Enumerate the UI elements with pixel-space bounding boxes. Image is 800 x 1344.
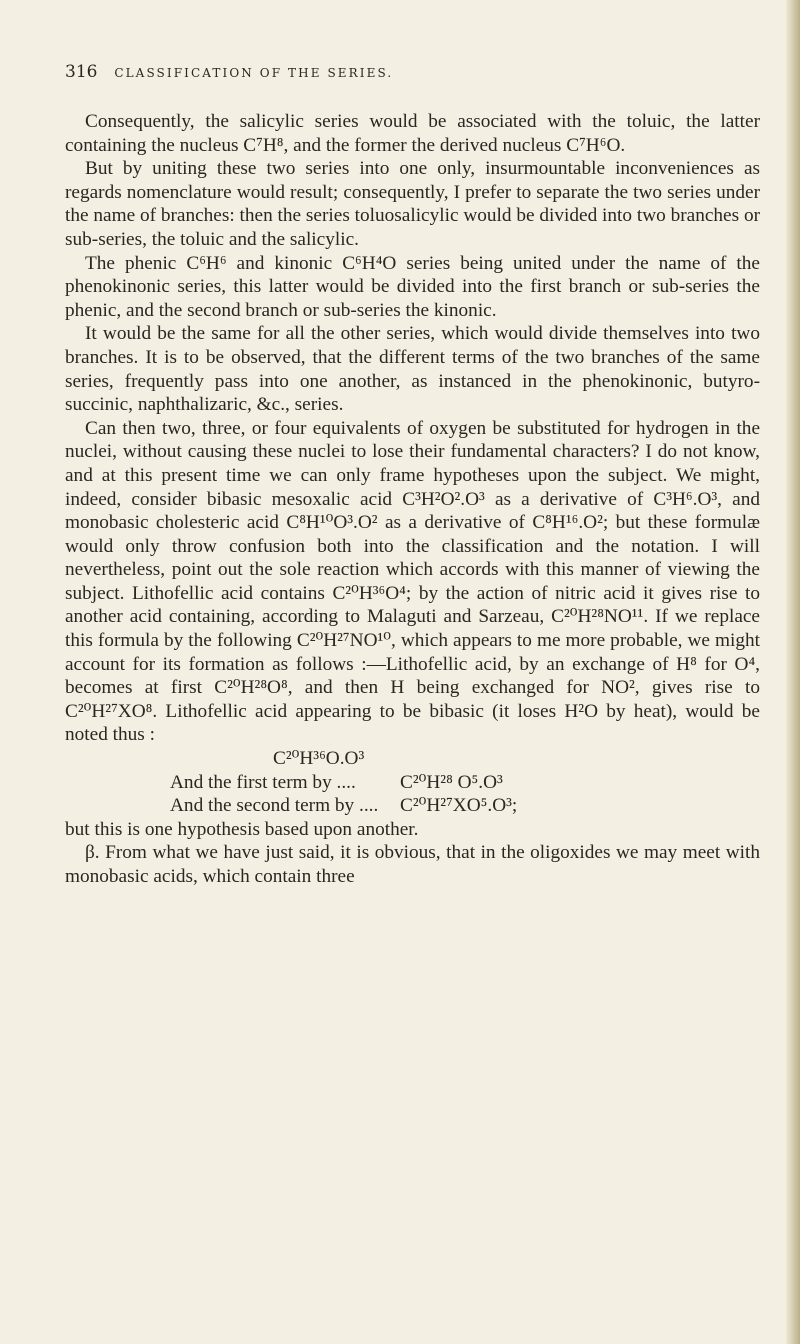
formula-block — [65, 747, 760, 818]
formula-main: C²⁰H³⁶O.O³ — [273, 748, 365, 770]
page-number: 316 — [65, 62, 98, 82]
page-header — [65, 62, 745, 82]
paragraph: But by uniting these two series into one only, insurmountable inconveniences as regards nomenclature would result; consequently, I prefer to separate the two series under the name of branches: then the series toluosalicylic would be divided into two branches or sub-series, the toluic and the salicylic. — [65, 158, 761, 250]
formula-row — [65, 771, 760, 795]
formula-value: C²⁰H²⁷XO⁵.O³; — [400, 795, 518, 817]
formula-label: And the first term by .... — [170, 771, 356, 793]
paragraph: The phenic C⁶H⁶ and kinonic C⁶H⁴O series being united under the name of the phenokinonic series, this latter would be divided into the first branch or sub-series the phenic, and the second branch or sub-series the kinonic. — [65, 252, 760, 321]
body-text — [65, 110, 760, 889]
formula-label: And the second term by .... — [170, 795, 379, 817]
paragraph: Can then two, three, or four equivalents of oxygen be substituted for hydrogen in the nuclei, without causing these nuclei to lose their fundamental characters? I do not know, and at this present time we can only frame hypotheses upon the subject. We might, indeed, consider bibasic mesoxalic acid C³H²O².O³ as a derivative of C³H⁶.O³, and monobasic cholesteric acid C⁸H¹⁰O³.O² as a derivative of C⁸H¹⁶.O²; but these formulæ would only throw confusion both into the classification and the notation. I will nevertheless, point out the sole reaction which accords with this manner of viewing the subject. Lithofellic acid contains C²⁰H³⁶O⁴; by the action of nitric acid it gives rise to another acid containing, according to Malaguti and Sarzeau, C²⁰H²⁸NO¹¹. If we replace this formula by the following C²⁰H²⁷NO¹⁰, which appears to me more probable, we might account for its formation as follows :—Lithofellic acid, by an exchange of H⁸ for O⁴, becomes at first C²⁰H²⁸O⁸, and then H being exchanged for NO², gives rise to C²⁰H²⁷XO⁸. Lithofellic acid appearing to be bibasic (it loses H²O by heat), would be noted thus : — [65, 417, 760, 746]
formula-row — [65, 794, 760, 818]
page-edge — [786, 0, 800, 1344]
formula-value: C²⁰H²⁸ O⁵.O³ — [400, 771, 503, 793]
paragraph: It would be the same for all the other series, which would divide themselves into two branches. It is to be observed, that the different terms of the two branches of the same series, frequently pass into one another, as instanced in the phenokinonic, butyro-succinic, naphthalizaric, &c., series. — [65, 323, 760, 416]
paragraph: β. From what we have just said, it is obvious, that in the oligoxides we may meet with monobasic acids, which contain three — [65, 842, 760, 887]
paragraph: but this is one hypothesis based upon another. — [65, 818, 419, 840]
paragraph: Consequently, the salicylic series would be associated with the toluic, the latter containing the nucleus C⁷H⁸, and the former the derived nucleus C⁷H⁶O. — [65, 111, 760, 156]
running-title: CLASSIFICATION OF THE SERIES. — [114, 66, 394, 80]
